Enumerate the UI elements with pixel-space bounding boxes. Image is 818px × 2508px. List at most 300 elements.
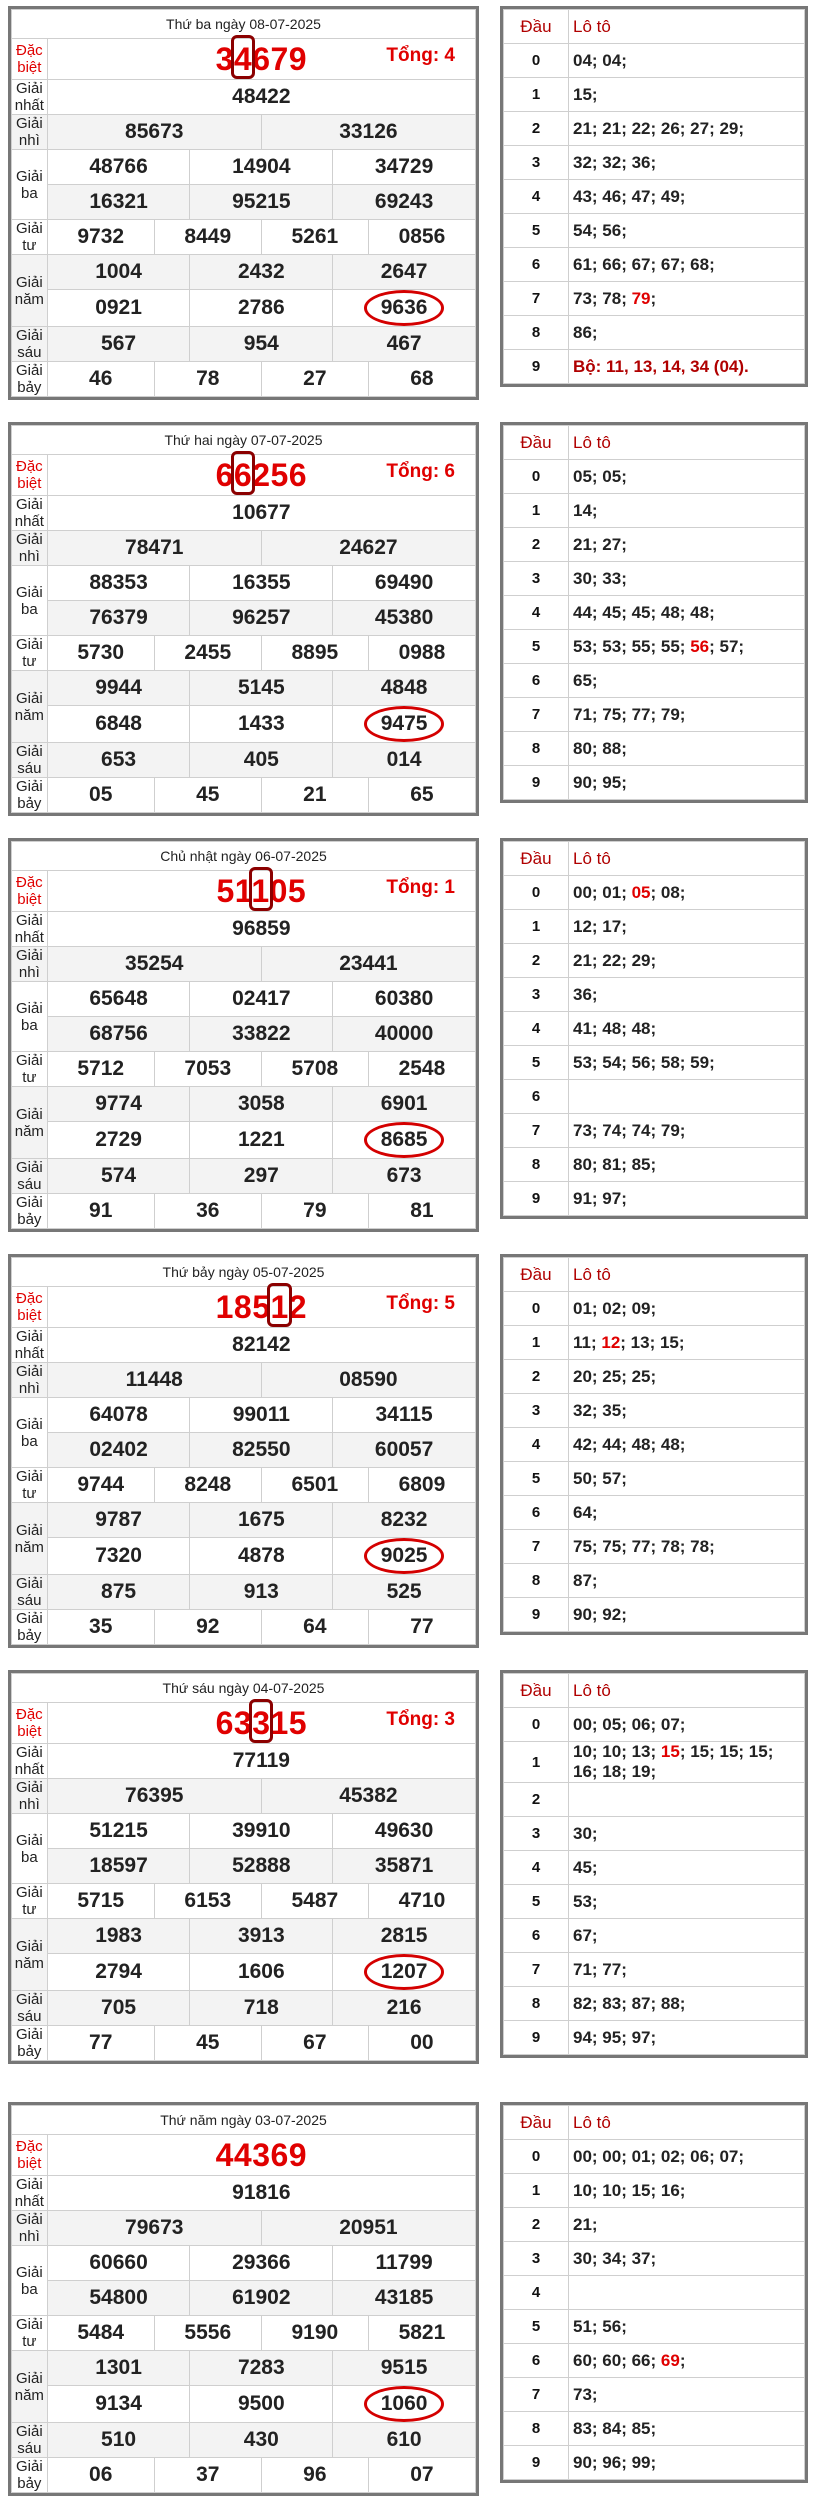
head-digit: 6 xyxy=(504,1919,569,1953)
third-prize-number: 02417 xyxy=(190,982,333,1017)
seventh-prize-number: 45 xyxy=(154,2026,261,2061)
fourth-prize-number: 4710 xyxy=(368,1884,475,1919)
loto-values xyxy=(569,2174,805,2208)
seventh-prize-number: 68 xyxy=(368,362,475,397)
loto-values xyxy=(569,350,805,384)
loto-text: 32; 32; 36; xyxy=(573,152,657,172)
fifth-prize-number: 9515 xyxy=(333,2351,476,2386)
loto-special-highlight: 69 xyxy=(660,2350,680,2370)
special-prize-number: 66256 xyxy=(216,457,307,494)
loto-values xyxy=(569,1292,805,1326)
label-giai-ba: Giải ba xyxy=(12,982,48,1052)
seventh-prize-number: 77 xyxy=(47,2026,154,2061)
third-prize-number: 45380 xyxy=(333,601,476,636)
seventh-prize-number: 96 xyxy=(261,2458,368,2493)
second-prize-number: 33126 xyxy=(261,115,475,150)
loto-values xyxy=(569,1148,805,1182)
third-prize-number: 34729 xyxy=(333,150,476,185)
head-digit: 4 xyxy=(504,180,569,214)
loto-text: ; 15; 15; 15; 16; 18; 19; xyxy=(573,1742,774,1781)
second-prize-number: 45382 xyxy=(261,1779,475,1814)
label-giai-sau: Giải sáu xyxy=(12,743,48,778)
head-digit: 2 xyxy=(504,944,569,978)
head-digit: 8 xyxy=(504,2412,569,2446)
fourth-prize-number: 0856 xyxy=(368,220,475,255)
label-giai-tu: Giải tư xyxy=(12,2316,48,2351)
fourth-prize-number: 5715 xyxy=(47,1884,154,1919)
special-highlight-box xyxy=(267,1283,291,1327)
fifth-prize-number: 3058 xyxy=(190,1087,333,1122)
loto-text: ; xyxy=(650,288,657,308)
loto-text: 10; 10; 15; 16; xyxy=(573,2180,686,2200)
loto-text: 90; 96; 99; xyxy=(573,2452,657,2472)
sixth-prize-number: 014 xyxy=(333,743,476,778)
label-dac-biet: Đặc biệt xyxy=(12,1703,48,1744)
label-giai-sau: Giải sáu xyxy=(12,2423,48,2458)
third-prize-number: 35871 xyxy=(333,1849,476,1884)
dau-header: Đầu xyxy=(504,842,569,876)
loto-values xyxy=(569,2344,805,2378)
head-digit: 0 xyxy=(504,876,569,910)
third-prize-number: 68756 xyxy=(47,1017,190,1052)
fifth-prize-number: 2729 xyxy=(47,1122,190,1159)
loto-values xyxy=(569,1080,805,1114)
loto-values xyxy=(569,910,805,944)
head-digit: 1 xyxy=(504,1742,569,1783)
third-prize-number: 16321 xyxy=(47,185,190,220)
loto-special-highlight: 79 xyxy=(631,288,651,308)
seventh-prize-number: 36 xyxy=(154,1194,261,1229)
second-prize-number: 24627 xyxy=(261,531,475,566)
loto-text: ; xyxy=(679,2350,686,2370)
loto-text: 61; 66; 67; 67; 68; xyxy=(573,254,715,274)
fourth-prize-number: 5708 xyxy=(261,1052,368,1087)
results-table xyxy=(8,2102,479,2496)
special-prize-cell xyxy=(47,455,475,496)
label-giai-sau: Giải sáu xyxy=(12,1991,48,2026)
loto-values xyxy=(569,944,805,978)
second-prize-number: 20951 xyxy=(261,2211,475,2246)
loto-values xyxy=(569,2276,805,2310)
dau-header: Đầu xyxy=(504,1674,569,1708)
label-giai-bay: Giải bảy xyxy=(12,1610,48,1645)
fourth-prize-number: 5261 xyxy=(261,220,368,255)
draw-date-title: Thứ sáu ngày 04-07-2025 xyxy=(12,1674,476,1703)
label-dac-biet: Đặc biệt xyxy=(12,871,48,912)
loto-text: 05; 05; xyxy=(573,466,627,486)
loto-text: 53; 53; 55; 55; xyxy=(573,636,691,656)
loto-values xyxy=(569,2310,805,2344)
loto-values xyxy=(569,1783,805,1817)
third-prize-number: 99011 xyxy=(190,1398,333,1433)
fourth-prize-number: 7053 xyxy=(154,1052,261,1087)
special-prize-number: 34679 xyxy=(216,41,307,78)
fourth-prize-number: 6153 xyxy=(154,1884,261,1919)
loto-values xyxy=(569,1394,805,1428)
fifth-prize-number: 5145 xyxy=(190,671,333,706)
fourth-prize-number: 6809 xyxy=(368,1468,475,1503)
loto-text: 73; xyxy=(573,2384,598,2404)
loto-text: 32; 35; xyxy=(573,1400,627,1420)
third-prize-number: 40000 xyxy=(333,1017,476,1052)
head-digit: 9 xyxy=(504,766,569,800)
head-digit: 5 xyxy=(504,1885,569,1919)
head-digit: 6 xyxy=(504,2344,569,2378)
loto-text: 82; 83; 87; 88; xyxy=(573,1993,686,2013)
results-table xyxy=(8,422,479,816)
label-giai-tu: Giải tư xyxy=(12,1468,48,1503)
loto-values xyxy=(569,664,805,698)
third-prize-number: 52888 xyxy=(190,1849,333,1884)
sixth-prize-number: 510 xyxy=(47,2423,190,2458)
label-giai-bay: Giải bảy xyxy=(12,778,48,813)
fifth-prize-cell xyxy=(333,290,476,327)
head-digit: 7 xyxy=(504,1530,569,1564)
fifth-prize-circled-number: 9636 xyxy=(364,290,445,326)
loto-values xyxy=(569,2412,805,2446)
third-prize-number: 02402 xyxy=(47,1433,190,1468)
fourth-prize-number: 8449 xyxy=(154,220,261,255)
loto-values xyxy=(569,1817,805,1851)
third-prize-number: 29366 xyxy=(190,2246,333,2281)
loto-header: Lô tô xyxy=(569,426,805,460)
loto-text: 11; xyxy=(573,1332,602,1352)
loto-text: 51; 56; xyxy=(573,2316,627,2336)
head-digit: 1 xyxy=(504,910,569,944)
sixth-prize-number: 297 xyxy=(190,1159,333,1194)
label-giai-nhi: Giải nhì xyxy=(12,1779,48,1814)
loto-text: 21; xyxy=(573,2214,598,2234)
head-digit: 2 xyxy=(504,1783,569,1817)
fourth-prize-number: 2455 xyxy=(154,636,261,671)
head-digit: 9 xyxy=(504,1182,569,1216)
fifth-prize-number: 7283 xyxy=(190,2351,333,2386)
head-digit: 5 xyxy=(504,1462,569,1496)
label-giai-ba: Giải ba xyxy=(12,150,48,220)
special-prize-cell xyxy=(47,2135,475,2176)
fifth-prize-number: 2786 xyxy=(190,290,333,327)
sixth-prize-number: 610 xyxy=(333,2423,476,2458)
loto-text: 65; xyxy=(573,670,598,690)
head-digit: 1 xyxy=(504,1326,569,1360)
head-digit: 2 xyxy=(504,528,569,562)
special-prize-cell xyxy=(47,1287,475,1328)
fourth-prize-number: 2548 xyxy=(368,1052,475,1087)
loto-text: 64; xyxy=(573,1502,598,1522)
loto-values xyxy=(569,562,805,596)
sixth-prize-number: 430 xyxy=(190,2423,333,2458)
head-digit: 5 xyxy=(504,2310,569,2344)
sixth-prize-number: 653 xyxy=(47,743,190,778)
label-giai-nhi: Giải nhì xyxy=(12,115,48,150)
sixth-prize-number: 954 xyxy=(190,327,333,362)
loto-header: Lô tô xyxy=(569,2106,805,2140)
label-giai-ba: Giải ba xyxy=(12,1398,48,1468)
label-giai-sau: Giải sáu xyxy=(12,1575,48,1610)
seventh-prize-number: 64 xyxy=(261,1610,368,1645)
label-giai-nhi: Giải nhì xyxy=(12,1363,48,1398)
label-giai-nhi: Giải nhì xyxy=(12,947,48,982)
head-digit: 7 xyxy=(504,1114,569,1148)
loto-special-highlight: 15 xyxy=(660,1742,680,1761)
label-giai-ba: Giải ba xyxy=(12,566,48,636)
loto-text: 00; 00; 01; 02; 06; 07; xyxy=(573,2146,745,2166)
head-digit: 4 xyxy=(504,1012,569,1046)
first-prize-number: 48422 xyxy=(47,80,475,115)
fifth-prize-number: 6901 xyxy=(333,1087,476,1122)
loto-text: 30; 34; 37; xyxy=(573,2248,657,2268)
loto-text: 12; 17; xyxy=(573,916,627,936)
third-prize-number: 48766 xyxy=(47,150,190,185)
special-prize-cell xyxy=(47,39,475,80)
loto-values xyxy=(569,282,805,316)
loto-values xyxy=(569,1182,805,1216)
seventh-prize-number: 65 xyxy=(368,778,475,813)
loto-text: 53; xyxy=(573,1891,598,1911)
head-digit: 4 xyxy=(504,596,569,630)
loto-header: Lô tô xyxy=(569,10,805,44)
loto-text: 15; xyxy=(573,84,598,104)
head-digit: 4 xyxy=(504,1851,569,1885)
loto-values xyxy=(569,978,805,1012)
fifth-prize-number: 9944 xyxy=(47,671,190,706)
sixth-prize-number: 913 xyxy=(190,1575,333,1610)
fourth-prize-number: 9732 xyxy=(47,220,154,255)
head-digit: 3 xyxy=(504,2242,569,2276)
loto-table xyxy=(500,1254,808,1635)
third-prize-number: 18597 xyxy=(47,1849,190,1884)
sixth-prize-number: 673 xyxy=(333,1159,476,1194)
label-giai-sau: Giải sáu xyxy=(12,1159,48,1194)
loto-text: 60; 60; 66; xyxy=(573,2350,661,2370)
label-giai-tu: Giải tư xyxy=(12,636,48,671)
fifth-prize-number: 9500 xyxy=(190,2386,333,2423)
fifth-prize-number: 3913 xyxy=(190,1919,333,1954)
head-digit: 3 xyxy=(504,146,569,180)
loto-text: 36; xyxy=(573,984,598,1004)
first-prize-number: 96859 xyxy=(47,912,475,947)
sum-label: Tổng: 3 xyxy=(386,1709,455,1730)
head-digit: 7 xyxy=(504,2378,569,2412)
loto-text: 45; xyxy=(573,1857,598,1877)
loto-values xyxy=(569,1428,805,1462)
second-prize-number: 79673 xyxy=(47,2211,261,2246)
loto-text: 80; 88; xyxy=(573,738,627,758)
third-prize-number: 34115 xyxy=(333,1398,476,1433)
head-digit: 2 xyxy=(504,1360,569,1394)
head-digit: 6 xyxy=(504,1080,569,1114)
loto-values xyxy=(569,1012,805,1046)
loto-text: 50; 57; xyxy=(573,1468,627,1488)
fifth-prize-number: 9774 xyxy=(47,1087,190,1122)
head-digit: 8 xyxy=(504,316,569,350)
loto-values xyxy=(569,732,805,766)
fifth-prize-number: 4848 xyxy=(333,671,476,706)
loto-values xyxy=(569,1046,805,1080)
fourth-prize-number: 0988 xyxy=(368,636,475,671)
fifth-prize-cell xyxy=(333,2386,476,2423)
head-digit: 3 xyxy=(504,1817,569,1851)
special-highlight-box xyxy=(231,451,255,495)
loto-table xyxy=(500,1670,808,2058)
third-prize-number: 11799 xyxy=(333,2246,476,2281)
loto-text: 00; 05; 06; 07; xyxy=(573,1714,686,1734)
head-digit: 8 xyxy=(504,1564,569,1598)
label-giai-tu: Giải tư xyxy=(12,1052,48,1087)
loto-text: 86; xyxy=(573,322,598,342)
third-prize-number: 64078 xyxy=(47,1398,190,1433)
loto-special-highlight: 05 xyxy=(631,882,651,902)
loto-values xyxy=(569,146,805,180)
seventh-prize-number: 46 xyxy=(47,362,154,397)
head-digit: 3 xyxy=(504,1394,569,1428)
seventh-prize-number: 07 xyxy=(368,2458,475,2493)
loto-values xyxy=(569,528,805,562)
loto-values xyxy=(569,1953,805,1987)
label-giai-bay: Giải bảy xyxy=(12,2026,48,2061)
seventh-prize-number: 77 xyxy=(368,1610,475,1645)
loto-values xyxy=(569,596,805,630)
label-giai-nam: Giải năm xyxy=(12,2351,48,2423)
loto-table xyxy=(500,6,808,387)
label-giai-nhat: Giải nhất xyxy=(12,1328,48,1363)
loto-header: Lô tô xyxy=(569,1674,805,1708)
seventh-prize-number: 78 xyxy=(154,362,261,397)
fourth-prize-number: 5487 xyxy=(261,1884,368,1919)
loto-text: ; 08; xyxy=(650,882,686,902)
special-prize-number: 63315 xyxy=(216,1705,307,1742)
special-prize-cell xyxy=(47,871,475,912)
third-prize-number: 43185 xyxy=(333,2281,476,2316)
fourth-prize-number: 5712 xyxy=(47,1052,154,1087)
third-prize-number: 60057 xyxy=(333,1433,476,1468)
special-highlight-box xyxy=(249,1699,273,1743)
results-table xyxy=(8,838,479,1232)
head-digit: 8 xyxy=(504,1987,569,2021)
sum-label: Tổng: 1 xyxy=(386,877,455,898)
loto-table xyxy=(500,2102,808,2483)
draw-date-title: Thứ năm ngày 03-07-2025 xyxy=(12,2106,476,2135)
special-prize-number: 44369 xyxy=(215,2136,308,2173)
label-giai-nhi: Giải nhì xyxy=(12,531,48,566)
label-giai-nam: Giải năm xyxy=(12,1919,48,1991)
loto-text: 14; xyxy=(573,500,598,520)
loto-special-highlight: 56 xyxy=(690,636,710,656)
first-prize-number: 10677 xyxy=(47,496,475,531)
sixth-prize-number: 574 xyxy=(47,1159,190,1194)
seventh-prize-number: 00 xyxy=(368,2026,475,2061)
head-digit: 1 xyxy=(504,2174,569,2208)
third-prize-number: 60380 xyxy=(333,982,476,1017)
loto-text: 30; xyxy=(573,1823,598,1843)
draw-date-title: Thứ hai ngày 07-07-2025 xyxy=(12,426,476,455)
seventh-prize-number: 21 xyxy=(261,778,368,813)
loto-text: 87; xyxy=(573,1570,598,1590)
head-digit: 3 xyxy=(504,562,569,596)
fifth-prize-cell xyxy=(333,706,476,743)
sixth-prize-number: 718 xyxy=(190,1991,333,2026)
head-digit: 0 xyxy=(504,1708,569,1742)
loto-values xyxy=(569,1564,805,1598)
fifth-prize-number: 9787 xyxy=(47,1503,190,1538)
loto-values xyxy=(569,248,805,282)
loto-values xyxy=(569,180,805,214)
loto-values xyxy=(569,1530,805,1564)
dau-header: Đầu xyxy=(504,1258,569,1292)
second-prize-number: 78471 xyxy=(47,531,261,566)
fifth-prize-number: 0921 xyxy=(47,290,190,327)
fifth-prize-number: 2815 xyxy=(333,1919,476,1954)
loto-text: ; 57; xyxy=(709,636,745,656)
draw-date-title: Chủ nhật ngày 06-07-2025 xyxy=(12,842,476,871)
loto-values xyxy=(569,2378,805,2412)
label-giai-nhat: Giải nhất xyxy=(12,80,48,115)
head-digit: 4 xyxy=(504,2276,569,2310)
seventh-prize-number: 45 xyxy=(154,778,261,813)
fourth-prize-number: 8248 xyxy=(154,1468,261,1503)
dau-header: Đầu xyxy=(504,426,569,460)
head-digit: 8 xyxy=(504,732,569,766)
fifth-prize-number: 6848 xyxy=(47,706,190,743)
third-prize-number: 61902 xyxy=(190,2281,333,2316)
label-giai-ba: Giải ba xyxy=(12,2246,48,2316)
head-digit: 6 xyxy=(504,248,569,282)
second-prize-number: 23441 xyxy=(261,947,475,982)
results-table xyxy=(8,1254,479,1648)
head-digit: 0 xyxy=(504,44,569,78)
seventh-prize-number: 37 xyxy=(154,2458,261,2493)
label-dac-biet: Đặc biệt xyxy=(12,39,48,80)
special-prize-cell xyxy=(47,1703,475,1744)
fifth-prize-number: 1004 xyxy=(47,255,190,290)
special-prize-number: 18512 xyxy=(216,1289,307,1326)
loto-values xyxy=(569,214,805,248)
loto-text: 01; 02; 09; xyxy=(573,1298,657,1318)
loto-text: 53; 54; 56; 58; 59; xyxy=(573,1052,715,1072)
head-digit: 1 xyxy=(504,494,569,528)
second-prize-number: 76395 xyxy=(47,1779,261,1814)
draw-date-title: Thứ bảy ngày 05-07-2025 xyxy=(12,1258,476,1287)
label-giai-sau: Giải sáu xyxy=(12,327,48,362)
seventh-prize-number: 91 xyxy=(47,1194,154,1229)
head-digit: 2 xyxy=(504,2208,569,2242)
loto-values xyxy=(569,1114,805,1148)
head-digit: 5 xyxy=(504,1046,569,1080)
head-digit: 9 xyxy=(504,2446,569,2480)
seventh-prize-number: 67 xyxy=(261,2026,368,2061)
head-digit: 1 xyxy=(504,78,569,112)
first-prize-number: 82142 xyxy=(47,1328,475,1363)
sixth-prize-number: 467 xyxy=(333,327,476,362)
head-digit: 3 xyxy=(504,978,569,1012)
fifth-prize-cell xyxy=(333,1122,476,1159)
fourth-prize-number: 9744 xyxy=(47,1468,154,1503)
sum-label: Tổng: 5 xyxy=(386,1293,455,1314)
fourth-prize-number: 6501 xyxy=(261,1468,368,1503)
third-prize-number: 54800 xyxy=(47,2281,190,2316)
special-highlight-box xyxy=(249,867,273,911)
loto-text: 41; 48; 48; xyxy=(573,1018,657,1038)
label-giai-nhat: Giải nhất xyxy=(12,496,48,531)
loto-values xyxy=(569,1987,805,2021)
third-prize-number: 69490 xyxy=(333,566,476,601)
fifth-prize-number: 7320 xyxy=(47,1538,190,1575)
loto-text: 94; 95; 97; xyxy=(573,2027,657,2047)
sixth-prize-number: 567 xyxy=(47,327,190,362)
label-dac-biet: Đặc biệt xyxy=(12,1287,48,1328)
loto-table xyxy=(500,838,808,1219)
special-prize-number: 51105 xyxy=(216,873,306,910)
